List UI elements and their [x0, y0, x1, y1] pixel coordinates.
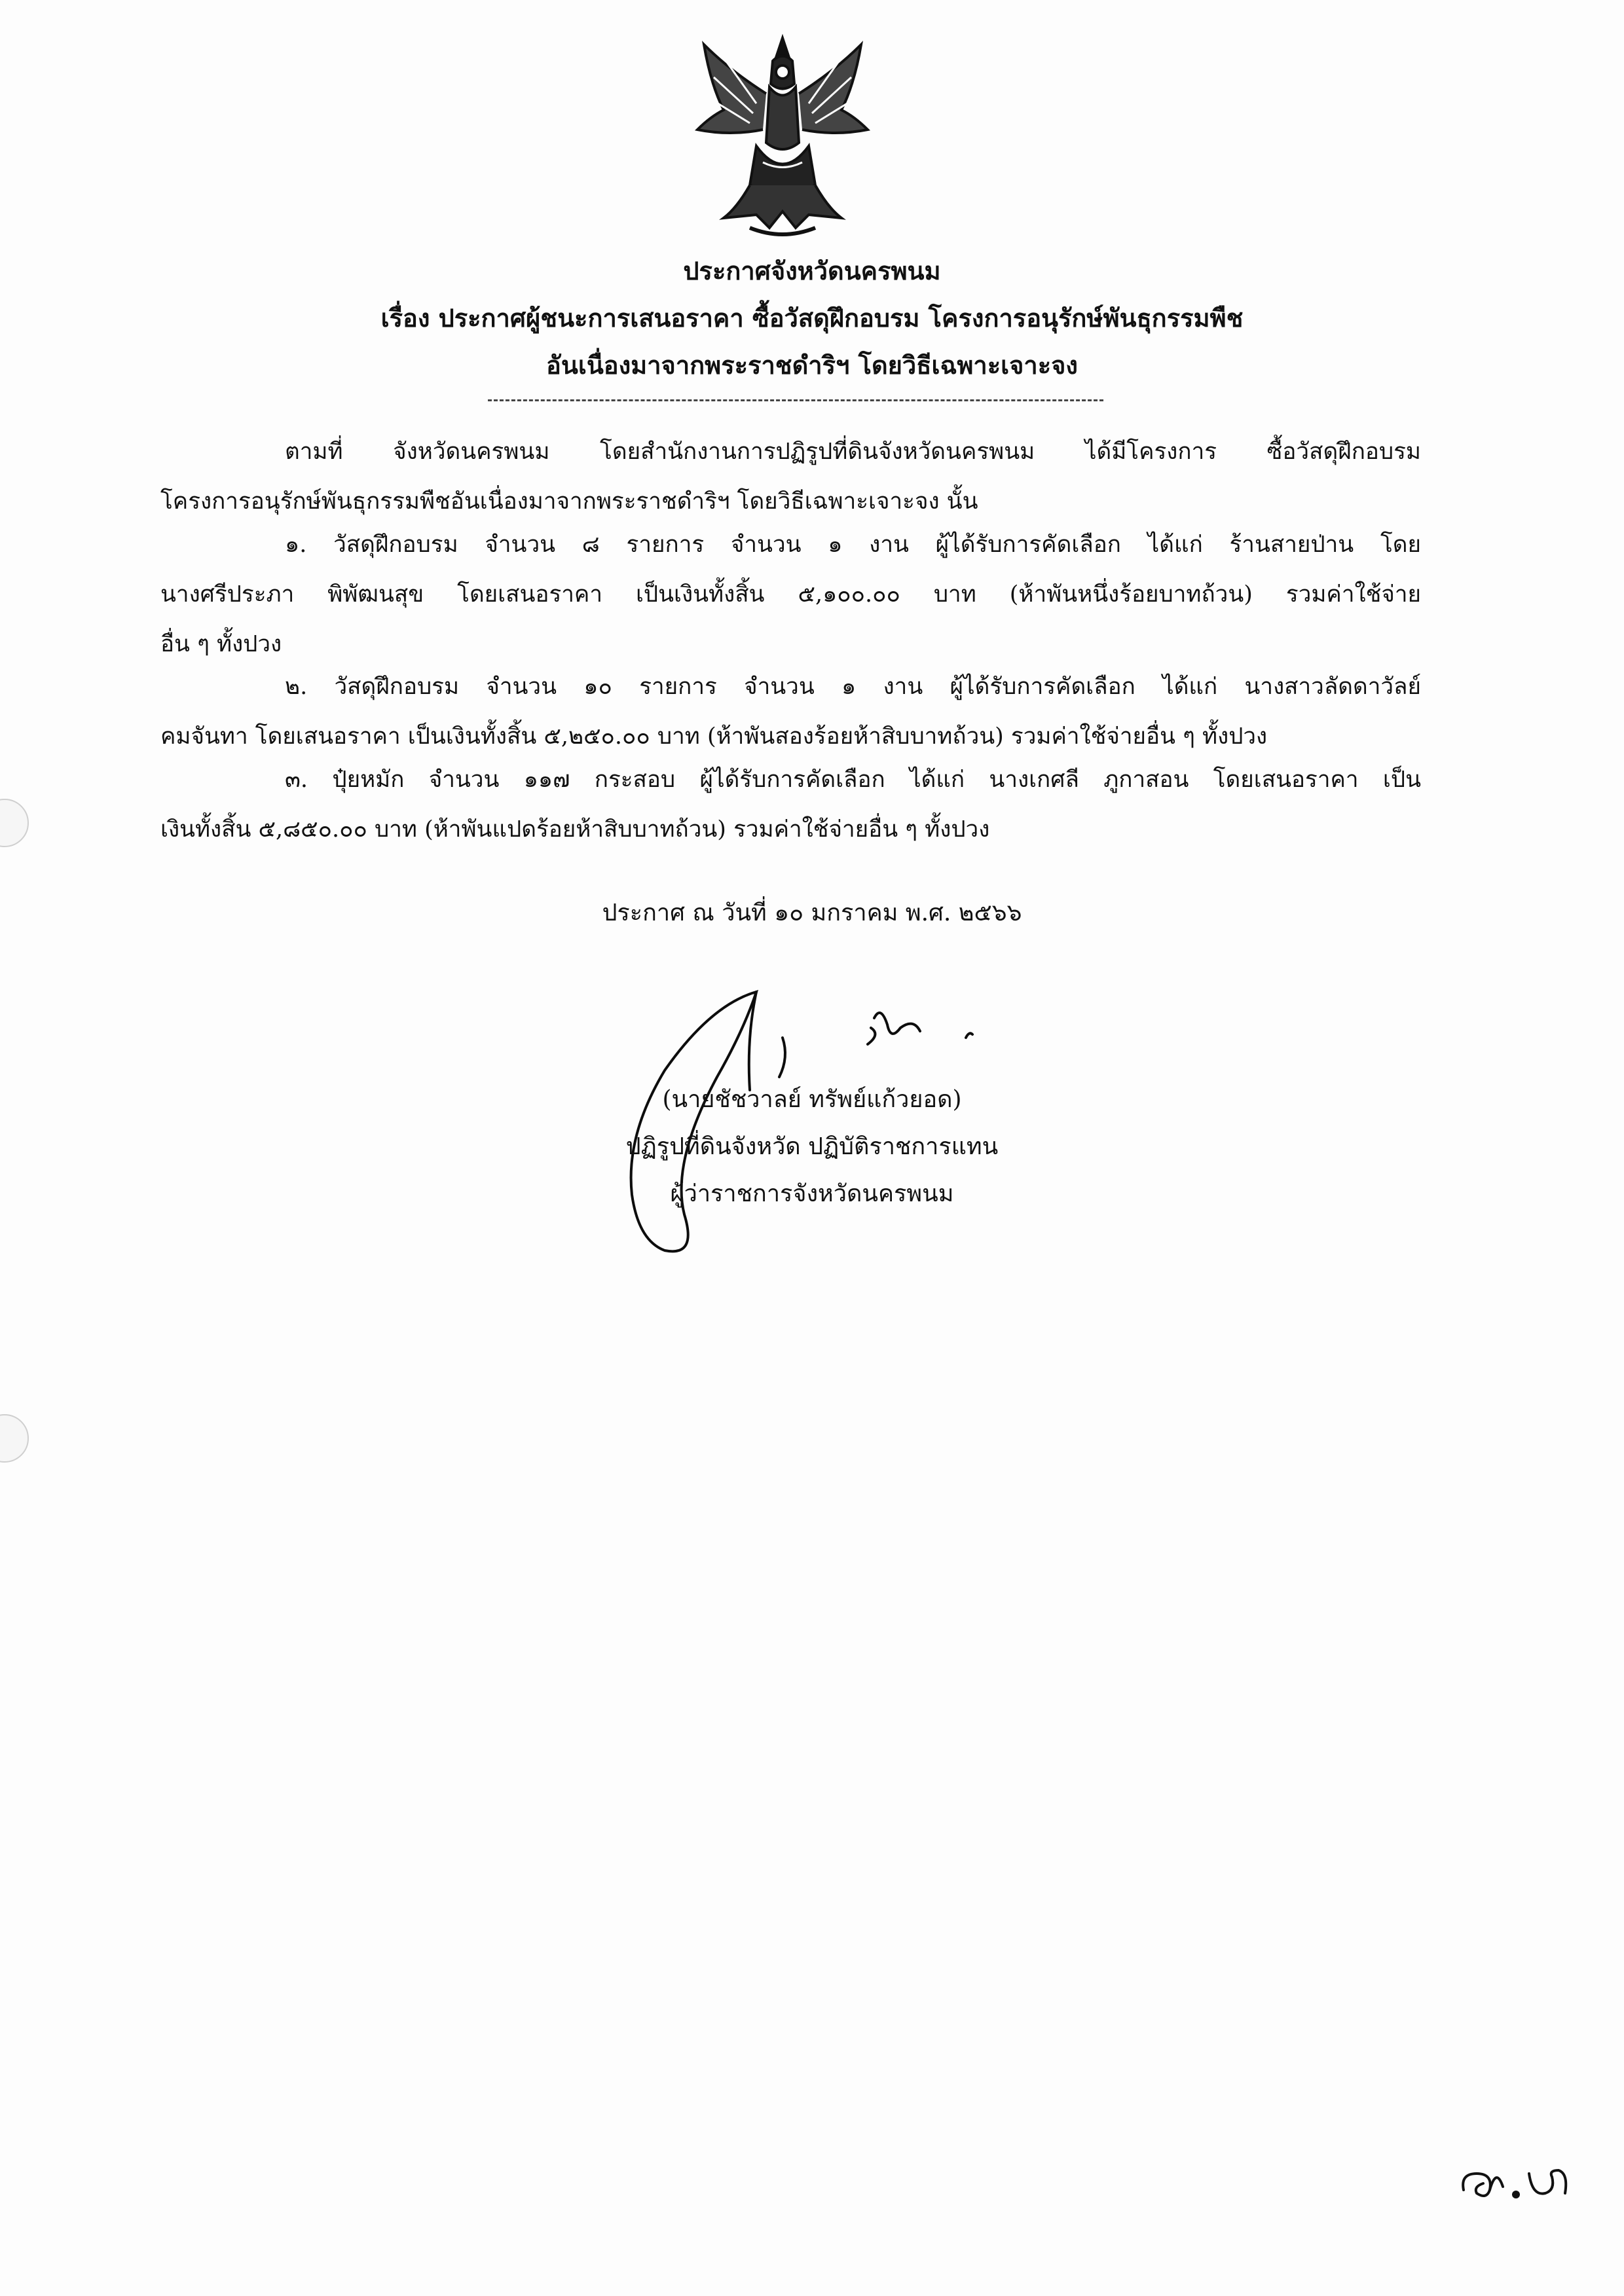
award-item-line: นางศรีประภา พิพัฒนสุข โดยเสนอราคา เป็นเงินทั้งสิ้น ๕,๑๐๐.๐๐ บาท (ห้าพันหนึ่งร้อยบาทถ้วน) รวมค่าใช้จ่าย [160, 581, 1421, 608]
award-item-line: ๓. ปุ๋ยหมัก จำนวน ๑๑๗ กระสอบ ผู้ได้รับการคัดเลือก ได้แก่ นางเกศลี ภูกาสอน โดยเสนอราคา เป็น [285, 767, 1421, 793]
award-item-line: ๑. วัสดุฝึกอบรม จำนวน ๘ รายการ จำนวน ๑ งาน ผู้ได้รับการคัดเลือก ได้แก่ ร้านสายป่าน โดย [285, 532, 1421, 558]
award-item-2 [160, 662, 1421, 761]
award-item-line: คมจันทา โดยเสนอราคา เป็นเงินทั้งสิ้น ๕,๒๕๐.๐๐ บาท (ห้าพันสองร้อยห้าสิบบาทถ้วน) รวมค่าใช้จ่ายอื่น ๆ ทั้งปวง [160, 723, 1268, 750]
award-item-line: อื่น ๆ ทั้งปวง [160, 631, 282, 657]
announcement-date: ประกาศ ณ วันที่ ๑๐ มกราคม พ.ศ. ๒๕๖๖ [602, 900, 1022, 926]
announcement-subject-continued: อันเนื่องมาจากพระราชดำริฯ โดยวิธีเฉพาะเจาะจง [546, 350, 1078, 380]
award-item-line: ๒. วัสดุฝึกอบรม จำนวน ๑๐ รายการ จำนวน ๑ งาน ผู้ได้รับการคัดเลือก ได้แก่ นางสาวลัดดาวัลย์ [285, 674, 1421, 700]
handwritten-signature [593, 979, 999, 1260]
garuda-emblem [684, 31, 881, 247]
award-item-line: เงินทั้งสิ้น ๕,๘๕๐.๐๐ บาท (ห้าพันแปดร้อยห้าสิบบาทถ้วน) รวมค่าใช้จ่ายอื่น ๆ ทั้งปวง [160, 816, 990, 843]
intro-paragraph [160, 427, 1421, 526]
signatory-position-continued: ผู้ว่าราชการจังหวัดนครพนม [670, 1180, 954, 1207]
punch-hole [0, 799, 29, 847]
signatory-name: (นายชัชวาลย์ ทรัพย์แก้วยอด) [662, 1086, 962, 1113]
intro-line: โครงการอนุรักษ์พันธุกรรมพืชอันเนื่องมาจากพระราชดำริฯ โดยวิธีเฉพาะเจาะจง นั้น [160, 488, 978, 515]
signatory-position: ปฏิรูปที่ดินจังหวัด ปฏิบัติราชการแทน [625, 1133, 999, 1160]
announcement-subject: เรื่อง ประกาศผู้ชนะการเสนอราคา ซื้อวัสดุฝึกอบรม โครงการอนุรักษ์พันธุกรรมพืช [380, 303, 1244, 333]
award-item-1 [160, 520, 1421, 669]
divider-line [488, 399, 1103, 401]
punch-hole [0, 1414, 29, 1463]
intro-line: ตามที่ จังหวัดนครพนม โดยสำนักงานการปฏิรูปที่ดินจังหวัดนครพนม ได้มีโครงการ ซื้อวัสดุฝึกอบรม [285, 439, 1421, 465]
handwritten-page-number [1450, 2154, 1581, 2206]
award-item-3 [160, 755, 1421, 854]
announcement-title: ประกาศจังหวัดนครพนม [683, 256, 941, 285]
